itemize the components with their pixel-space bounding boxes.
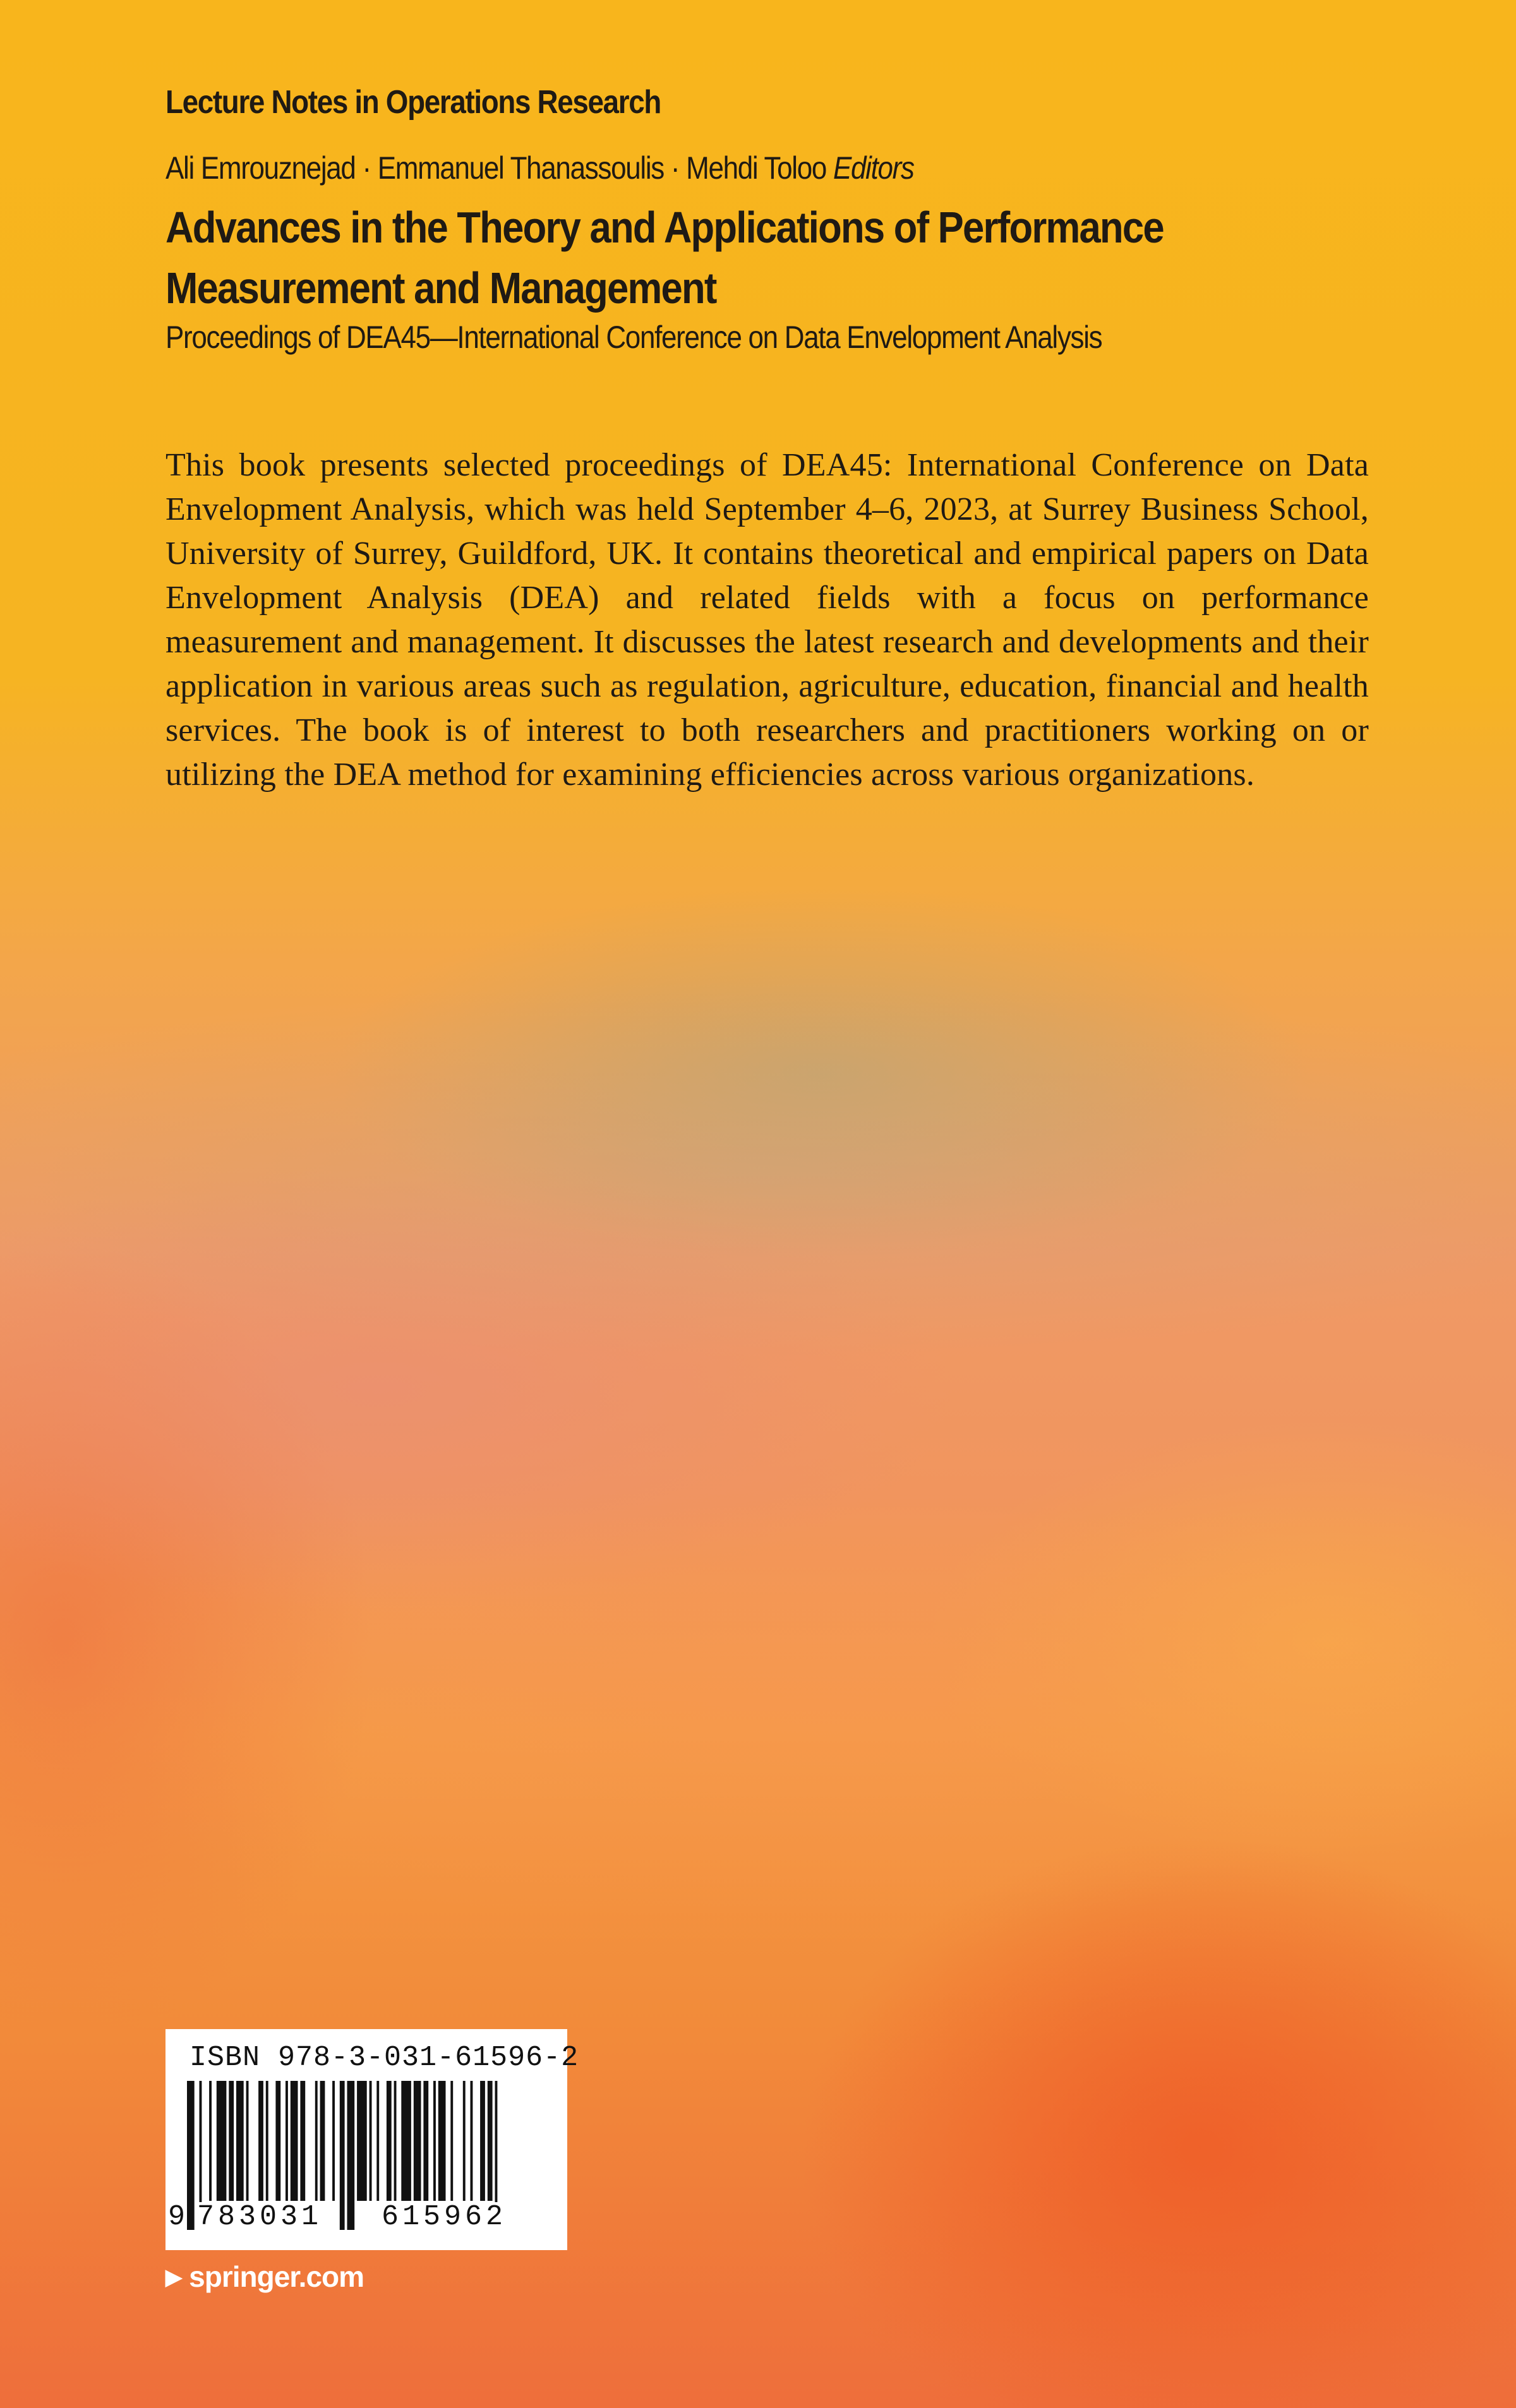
website-text[interactable]: springer.com (189, 2260, 364, 2293)
series-name: Lecture Notes in Operations Research (165, 84, 661, 121)
background-wave (0, 947, 1516, 1389)
publisher-website[interactable] (165, 2260, 364, 2294)
triangle-right-icon: ▶ (165, 2265, 182, 2289)
editor-names: Ali Emrouznejad · Emmanuel Thanassoulis · Mehdi Toloo (165, 150, 827, 186)
barcode-icon (168, 2081, 560, 2233)
isbn-barcode-label (165, 2029, 579, 2250)
barcode-right-digits: 615962 (382, 2201, 507, 2233)
book-description: This book presents selected proceedings of DEA45: International Conference on Data Envelopment Analysis, which was held September 4–6, 2023, at Surrey Business School, University of Surrey, Guildford, UK. It contains theoretical and empirical papers on Data Envelopment Analysis (DEA) and related fields with a focus on performance measurement and management. It discusses the latest research and developments and their application in various areas such as regulation, agriculture, education, financial and health services. The book is of interest to both researchers and practitioners working on or utilizing the DEA method for examining efficiencies across various organizations. (165, 447, 1369, 793)
editors-role: Editors (833, 150, 914, 186)
editors-line (165, 150, 914, 186)
book-title: Advances in the Theory and Applications of Performance Measurement and Management (165, 203, 1164, 313)
barcode-left-digits: 783031 (197, 2201, 323, 2233)
background-wave (0, 1453, 1516, 1958)
book-subtitle: Proceedings of DEA45—International Conference on Data Envelopment Analysis (165, 320, 1102, 355)
isbn-text: ISBN 978-3-031-61596-2 (190, 2042, 579, 2074)
barcode-first-digit: 9 (168, 2201, 186, 2233)
barcode-digits (168, 2081, 560, 2233)
background-wave (758, 1831, 1516, 2408)
